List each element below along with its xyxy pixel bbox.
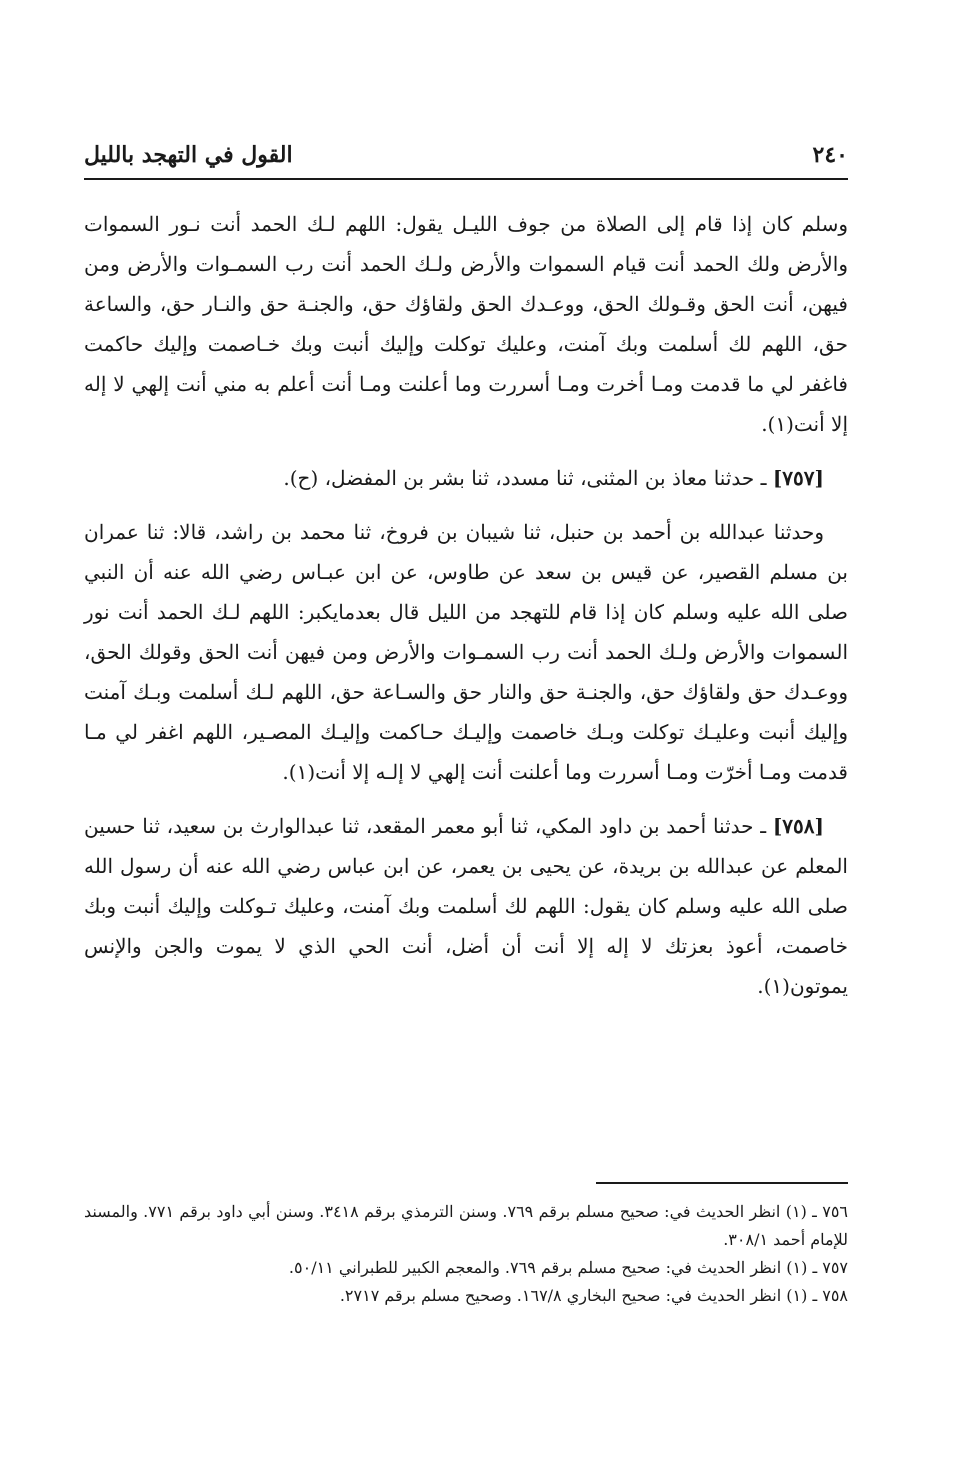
- footnotes: [84, 1198, 848, 1310]
- footnote-separator: [596, 1182, 848, 1184]
- paragraph-hadith-757: [84, 458, 848, 498]
- hadith-758-text: ـ حدثنا أحمد بن داود المكي، ثنا أبو معمر المقعد، ثنا عبدالوارث بن سعيد، ثنا حسين المعلم عن عبدالله بن بريدة، عن يحيى بن يعمر، عن ابن عباس رضي الله عنه أن رسول الله صلى الله عليه وسلم كان يقول: اللهم لك أسلمت وبك آمنت، وعليك تـوكلت وإليك أنبت وبك خاصمت، أعوذ بعزتك لا إله إلا أنت أن أضل، أنت الحي الذي لا يموت والجن والإنس يموتون(١).: [84, 814, 848, 998]
- running-title: القول في التهجد بالليل: [84, 142, 293, 168]
- footnote-757: ٧٥٧ ـ (١) انظر الحديث في: صحيح مسلم برقم ٧٦٩. والمعجم الكبير للطبراني ٥٠/١١.: [288, 1258, 848, 1277]
- footnote-758: ٧٥٨ ـ (١) انظر الحديث في: صحيح البخاري ١٦٧/٨. وصحيح مسلم برقم ٢٧١٧.: [339, 1286, 848, 1305]
- page-number: ٢٤٠: [812, 142, 848, 168]
- hadith-number-758: [٧٥٨]: [772, 814, 824, 838]
- hadith-number-757: [٧٥٧]: [772, 466, 824, 490]
- footnote-756: ٧٥٦ ـ (١) انظر الحديث في: صحيح مسلم برقم ٧٦٩. وسنن الترمذي برقم ٣٤١٨. وسنن أبي داود برقم ٧٧١. والمسند للإمام أحمد ٣٠٨/١.: [84, 1202, 849, 1249]
- paragraph-hadith-757-text: وحدثنا عبدالله بن أحمد بن حنبل، ثنا شيبان بن فروخ، ثنا محمد بن راشد، قالا: ثنا عمران بن مسلم القصير، عن قيس بن سعد عن طاوس، عن ابن عبـاس رضي الله عنه أن النبي صلى الله عليه وسلم كان إذا قام للتهجد من الليل قال بعدمايكبر: اللهم لـك الحمد أنت نور السموات والأرض ولـك الحمد أنت رب السمـوات والأرض ومن فيهن أنت الحق وقولك الحق، ووعـدك حق ولقاؤك حق، والجنـة حق والنار حق والسـاعة حق، اللهم لـك أسلمت وبـك آمنت وإليك أنبت وعليـك توكلت وبـك خاصمت وإليـك حـاكمت وإليـك المصـير، اللهم اغفر لي مـا قدمت ومـا أخرّت ومـا أسررت وما أعلنت أنت إلهي لا إلـه إلا أنت(١).: [84, 520, 848, 784]
- hadith-757-isnad: ـ حدثنا معاذ بن المثنى، ثنا مسدد، ثنا بشر بن المفضل، (ح).: [283, 466, 773, 490]
- running-header: [84, 138, 848, 180]
- paragraph-hadith-756-continued: وسلم كان إذا قام إلى الصلاة من جوف الليـل يقول: اللهم لـك الحمد أنت نـور السموات والأرض ولك الحمد أنت قيام السموات والأرض ولـك الحمد أنت رب السمـوات والأرض ومن فيهن، أنت الحق وقـولك الحق، ووعـدك الحق ولقاؤك حق، والجنـة حق والنـار حق، والساعة حق، اللهم لك أسلمت وبك آمنت، وعليك توكلت وإليك أنبت وبك خـاصمت وإليك حاكمت فاغفر لي ما قدمت ومـا أخرت ومـا أسررت وما أعلنت ومـا أنت أعلم به مني أنت إلهي لا إله إلا أنت(١).: [84, 212, 848, 436]
- paragraph-hadith-758: [84, 806, 848, 1006]
- main-text: [84, 204, 848, 1020]
